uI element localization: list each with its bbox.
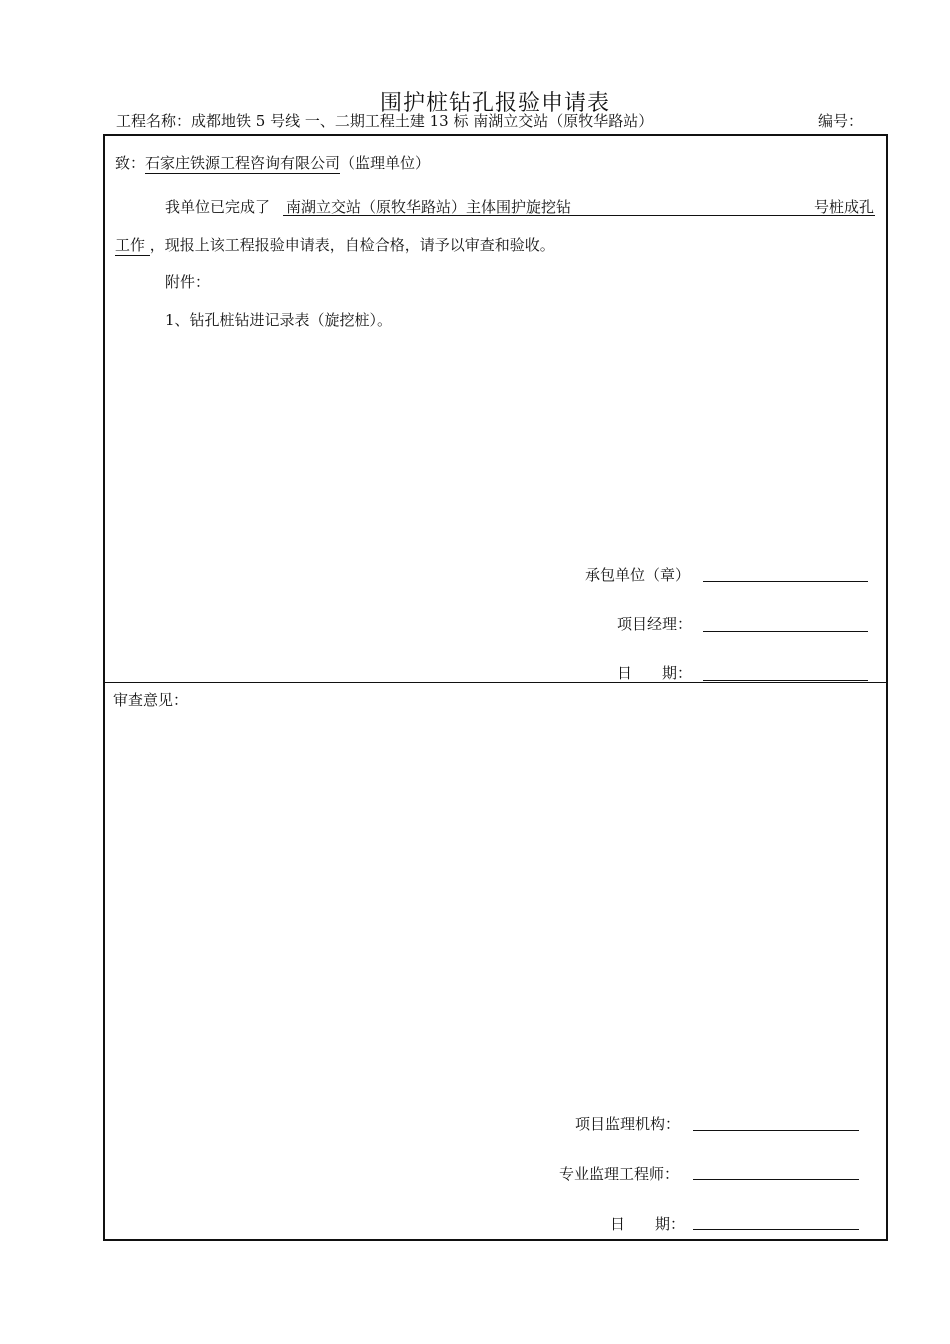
supervision-org-line [693, 1130, 859, 1131]
engineer-label: 专业监理工程师： [559, 1165, 680, 1183]
review-label: 审查意见： [113, 691, 189, 709]
body-rest: ，现报上该工程报验申请表，自检合格，请予以审查和验收。 [149, 236, 555, 254]
project-name: 成都地铁 5 号线 一、二期工程土建 13 标 南湖立交站（原牧华路站） [191, 112, 654, 130]
form-frame [103, 134, 888, 1241]
contractor-signature-line [703, 581, 868, 582]
attachment-label: 附件： [165, 273, 211, 291]
work-description: 南湖立交站（原牧华路站）主体围护旋挖钻 [286, 198, 572, 216]
project-label: 工程名称： [116, 112, 192, 130]
engineer-signature-line [693, 1179, 859, 1180]
work-type: 工作 [115, 236, 150, 256]
number-label: 编号： [818, 112, 864, 130]
section-divider [105, 682, 886, 683]
body-line-2 [115, 234, 555, 255]
project-header [116, 110, 653, 131]
to-label: 致： [115, 154, 146, 172]
to-suffix: （监理单位） [340, 154, 431, 172]
review-date-label: 日 期： [610, 1215, 686, 1233]
application-date-label: 日 期： [617, 664, 693, 682]
manager-signature-line [703, 631, 868, 632]
contractor-label: 承包单位（章） [585, 566, 691, 584]
manager-label: 项目经理： [617, 615, 693, 633]
supervision-unit: 石家庄铁源工程咨询有限公司 [145, 154, 341, 172]
review-date-line [693, 1229, 859, 1230]
body-prefix: 我单位已完成了 [165, 198, 271, 216]
body-tail: 号桩成孔 [814, 198, 875, 216]
form-title: 围护桩钻孔报验申请表 [379, 91, 610, 116]
supervision-org-label: 项目监理机构： [575, 1115, 681, 1133]
application-date-line [703, 680, 868, 681]
attachment-item: 1、钻孔桩钻进记录表（旋挖桩）。 [165, 311, 393, 329]
recipient-line [115, 152, 430, 173]
